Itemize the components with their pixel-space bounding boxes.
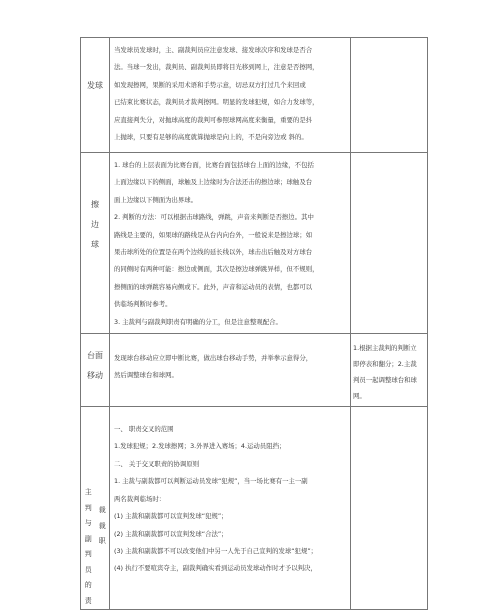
text-line: 如发现擦网，果断的采用术语和手势示意，切忌双方打过几个来回或 — [114, 80, 306, 89]
text-line: 然后调整球台和球网。 — [114, 371, 178, 380]
cell-table-move-note — [351, 334, 428, 407]
row-table-move — [81, 334, 428, 407]
text-line: 2. 判断的方法：可以根据击球路线，弹跳，声音来判断是否擦边。其中 — [114, 213, 314, 222]
text-line: 3. 主裁判与副裁判职责有明确的分工，但是注意整观配合。 — [114, 317, 282, 326]
text-line: (4) 执行不要喧宾夺主，副裁判确实看到运动员发球动作时才予以判决， — [114, 564, 317, 573]
text-line: 1. 主裁与副裁都可以判断运动员发球“犯规”，当一场比赛有一主一副 — [114, 477, 308, 486]
text-line: 上面边缘以下的侧面，球触及上边缘时为合法还击的擦边球；球触及台 — [114, 178, 313, 187]
duties-label-columns — [81, 407, 109, 609]
text-line: 法。当球一发出，裁判员、副裁判员即将目光移到网上，注意是否擦网， — [114, 63, 319, 72]
note-line: 1.根据主裁判的判断立 — [353, 344, 417, 353]
label-serve: 发球 — [87, 81, 103, 90]
text-line: 面上边缘以下侧面为出界球。 — [114, 195, 198, 204]
text-line: 果击球所处的位置是在两个边线的延长线以外，球击出后触及对方球台 — [114, 248, 313, 257]
row-edge-ball — [81, 153, 428, 334]
label-char: 员 — [84, 565, 92, 574]
text-line: 路线是主要的，如果球的路线是从台内向台外，一般说来是擦边球；如 — [114, 230, 313, 239]
cell-edge-text — [110, 153, 351, 334]
row-label-table-move — [81, 334, 110, 407]
serve-text — [110, 38, 350, 148]
cell-serve-text — [110, 38, 351, 153]
text-line: 已结束比赛状态，裁判员才裁判擦网。明显的发球犯规，如合力发球等， — [114, 98, 319, 107]
label-char: 与 — [84, 519, 92, 528]
label-table-move — [81, 334, 109, 384]
label-char: 球 — [91, 240, 99, 249]
text-line: (2) 主裁和副裁都可以宣判发球“合法”； — [114, 529, 228, 538]
referee-duties-table — [80, 37, 428, 610]
text-line: 上抛球，只要有足够的高度就算抛球是向上的，不是向旁边或 斜的。 — [114, 133, 308, 142]
row-label-serve — [81, 38, 110, 153]
label-char: 职 — [98, 537, 106, 546]
edge-text — [110, 153, 350, 333]
table-move-text — [110, 334, 350, 387]
label-char: 副 — [84, 534, 92, 543]
label-char: 责 — [84, 596, 92, 605]
label-char: 判 — [84, 550, 92, 559]
label-char: 擦 — [91, 200, 99, 209]
label-char: 裁 — [98, 506, 106, 515]
note-line: 网。 — [353, 392, 366, 401]
cell-serve-note — [351, 38, 428, 153]
text-line: 两名裁判临场时： — [114, 494, 166, 503]
label-edge-ball — [81, 153, 109, 253]
text-line: 二、 关于交叉职责的协调原则 — [114, 459, 200, 468]
table-move-note — [351, 334, 427, 406]
label-char: 边 — [91, 220, 99, 229]
text-line: 一、 职责交叉的范围 — [114, 425, 174, 434]
text-line: 应直接判失分，对抛球高度的裁判可参照球网高度来衡量，重要的是抖 — [114, 115, 313, 124]
label-line: 移动 — [87, 371, 103, 381]
text-line: (1) 主裁和副裁都可以宣判发球“犯规”； — [114, 512, 228, 521]
cell-duties-note — [351, 407, 428, 610]
text-line: 擦侧面的球弹跳容易向侧或下。此外，声音和运动员的表情，也都可以 — [114, 282, 313, 291]
text-line: 1. 球台的上层表面为比赛台面，比赛台面包括球台上面的边缘，不包括 — [114, 161, 314, 169]
row-label-edge — [81, 153, 110, 334]
text-line: (3) 主裁和副裁都不可以改变他们中另一人先于自己宣判的发球“犯规”； — [114, 546, 318, 555]
note-line: 判员一起调整球台和球 — [353, 376, 417, 385]
text-line: 1.发球犯规；2.发球擦网；3.外界进入赛场；4.运动员阻挡； — [114, 442, 286, 451]
row-label-duties — [81, 407, 110, 610]
label-char: 裁 — [98, 521, 106, 530]
text-line: 的同侧时有两种可能：擦边或侧面，其次是擦边球弹跳异样，但不规则， — [114, 265, 319, 274]
text-line: 发现球台移动应立即中断比赛，做出球台移动手势，并举拳示意得分， — [114, 354, 313, 363]
label-duties — [81, 407, 95, 609]
note-line: 即停表和翻分；2.主裁 — [353, 360, 417, 369]
cell-table-move-text — [110, 334, 351, 407]
label-duties-sub — [95, 407, 109, 609]
label-char: 判 — [84, 503, 92, 512]
row-serve — [81, 38, 428, 153]
label-line: 台面 — [87, 351, 103, 361]
label-char: 主 — [84, 488, 92, 497]
duties-text — [110, 407, 350, 580]
cell-duties-text — [110, 407, 351, 610]
label-char: 的 — [84, 581, 92, 590]
text-line: 当发球员发球时，主、副裁判员应注意发球、接发球次序和发球是否合 — [114, 46, 313, 54]
cell-edge-note — [351, 153, 428, 334]
row-duties — [81, 407, 428, 610]
text-line: 供临场判断时参考。 — [114, 300, 172, 309]
